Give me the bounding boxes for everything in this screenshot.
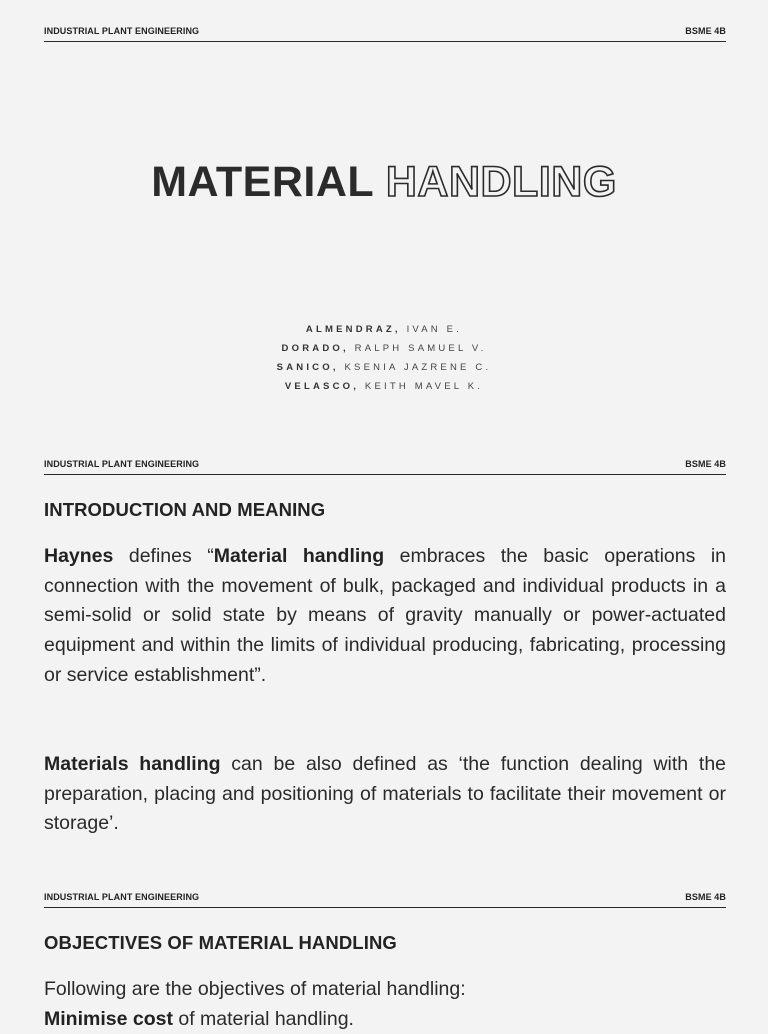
author-given: RALPH SAMUEL V. xyxy=(354,343,487,354)
definition-paragraph xyxy=(44,542,726,691)
author-surname: VELASCO, xyxy=(284,381,360,392)
author-line xyxy=(0,339,768,358)
paragraph-text: of material handling. xyxy=(172,1007,354,1030)
title-solid: MATERIAL xyxy=(151,158,374,206)
bold-term: Haynes xyxy=(44,545,114,567)
author-surname: DORADO, xyxy=(281,343,349,354)
header-course: INDUSTRIAL PLANT ENGINEERING xyxy=(44,459,200,469)
section-heading-objectives: OBJECTIVES OF MATERIAL HANDLING xyxy=(44,932,397,953)
header-section: BSME 4B xyxy=(685,26,726,36)
author-given: KSENIA JAZRENE C. xyxy=(344,362,492,373)
bold-term: Materials handling xyxy=(44,753,221,775)
page-header xyxy=(44,892,726,908)
title-outline: HANDLING xyxy=(385,158,617,206)
header-section: BSME 4B xyxy=(685,892,726,902)
objectives-paragraph xyxy=(44,975,726,1034)
header-section: BSME 4B xyxy=(685,459,726,469)
paragraph-text: can be also defined as ‘the function dealing with the preparation, placing and positioning of materials to facilitate their movement or storage’. xyxy=(44,753,727,835)
header-course: INDUSTRIAL PLANT ENGINEERING xyxy=(44,892,200,902)
bold-term: Material handling xyxy=(213,545,385,567)
bold-term: Minimise cost xyxy=(44,1007,173,1030)
author-list xyxy=(0,320,768,396)
author-given: KEITH MAVEL K. xyxy=(364,381,484,392)
author-line xyxy=(0,320,768,339)
section-heading-introduction: INTRODUCTION AND MEANING xyxy=(44,499,326,520)
page-header xyxy=(44,26,726,42)
author-surname: ALMENDRAZ, xyxy=(305,324,401,335)
paragraph-text: Following are the objectives of material handling: xyxy=(44,978,466,1000)
paragraph-text: defines “ xyxy=(113,545,214,567)
author-given: IVAN E. xyxy=(406,324,463,335)
author-surname: SANICO, xyxy=(276,362,339,373)
author-line xyxy=(0,377,768,396)
header-course: INDUSTRIAL PLANT ENGINEERING xyxy=(44,26,200,36)
paragraph-text: embraces the basic operations in connection with the movement of bulk, packaged and individual products in a semi-solid or solid state by means of gravity manually or power-actuated equipment and within the limits of individual producing, fabricating, processing or service establishment”. xyxy=(44,545,726,686)
page-header xyxy=(44,459,726,475)
author-line xyxy=(0,358,768,377)
document-title xyxy=(0,154,768,210)
alternate-definition-paragraph xyxy=(44,750,726,839)
